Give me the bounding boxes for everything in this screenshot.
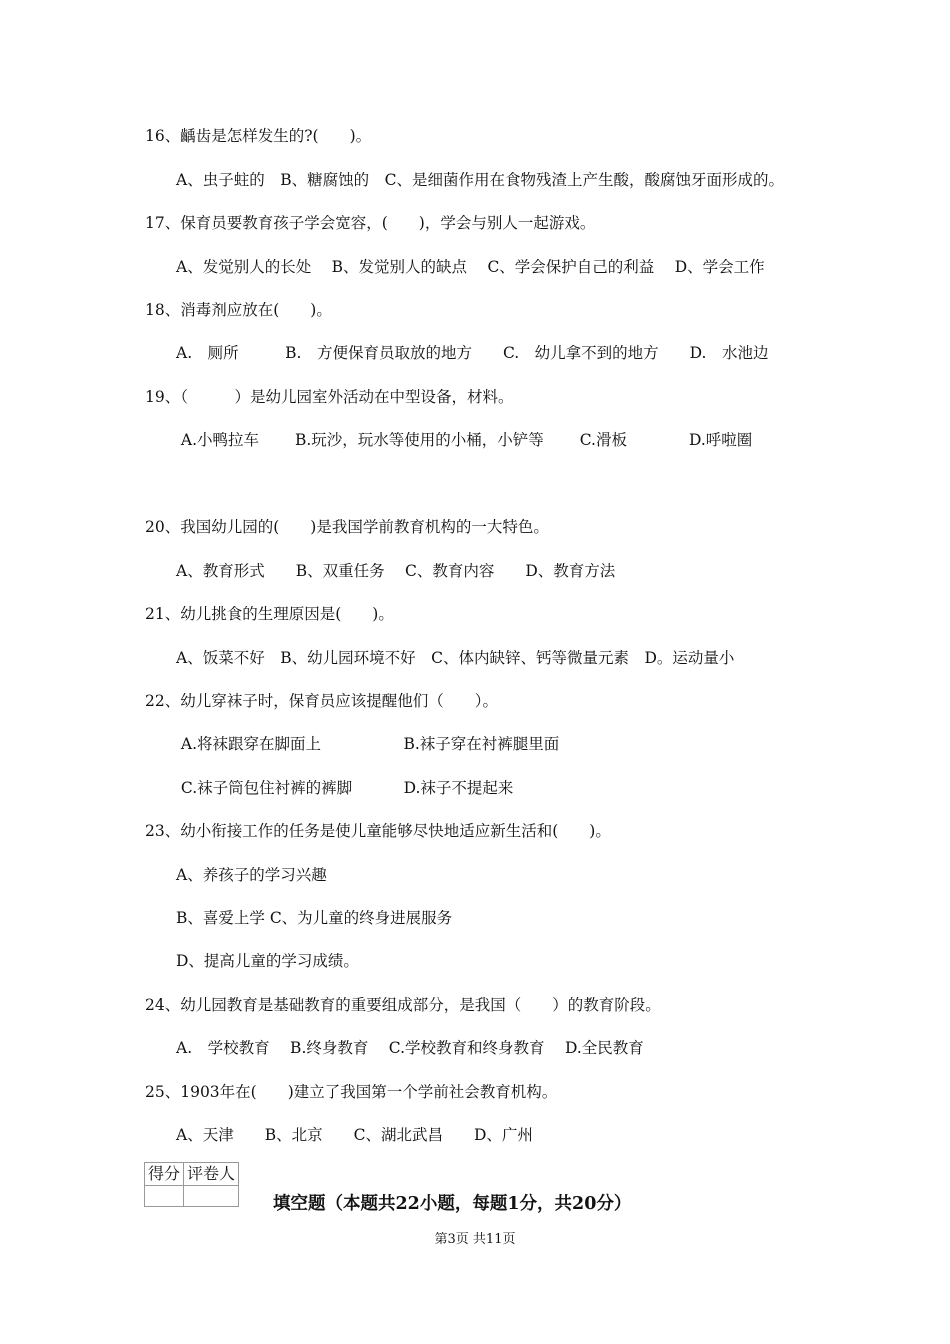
question-text: 23、幼小衔接工作的任务是使儿童能够尽快地适应新生活和( )。	[145, 822, 611, 840]
grader-label: 评卷人	[184, 1163, 239, 1186]
question-options: A、天津 B、北京 C、湖北武昌 D、广州	[176, 1126, 533, 1144]
question-options: A、虫子蛀的 B、糖腐蚀的 C、是细菌作用在食物残渣上产生酸，酸腐蚀牙面形成的。	[176, 171, 784, 189]
question-options: A、养孩子的学习兴趣	[176, 866, 327, 884]
question-options: C.袜子筒包住衬裤的裤脚 D.袜子不提起来	[176, 779, 514, 797]
question-text: 21、幼儿挑食的生理原因是( )。	[145, 605, 394, 623]
question-options: A. 厕所 B. 方便保育员取放的地方 C. 幼儿拿不到的地方 D. 水池边	[176, 344, 769, 362]
grader-cell[interactable]	[184, 1186, 239, 1207]
question-options: A、教育形式 B、双重任务 C、教育内容 D、教育方法	[176, 562, 616, 580]
question-text: 17、保育员要教育孩子学会宽容，( )，学会与别人一起游戏。	[145, 214, 596, 232]
score-label: 得分	[145, 1163, 184, 1186]
question-options: A. 学校教育 B.终身教育 C.学校教育和终身教育 D.全民教育	[176, 1039, 644, 1057]
question-options: D、提高儿童的学习成绩。	[176, 952, 359, 970]
question-options: A.小鸭拉车 B.玩沙，玩水等使用的小桶，小铲等 C.滑板 D.呼啦圈	[176, 431, 753, 449]
section-title: 填空题（本题共22小题，每题1分，共20分）	[273, 1194, 632, 1214]
question-text: 20、我国幼儿园的( )是我国学前教育机构的一大特色。	[145, 518, 549, 536]
question-text: 16、齲齿是怎样发生的?( )。	[145, 127, 372, 145]
question-options: B、喜爱上学 C、为儿童的终身进展服务	[176, 909, 453, 927]
score-box	[144, 1162, 239, 1207]
page-footer: 第3页 共11页	[434, 1232, 516, 1247]
question-text: 25、1903年在( )建立了我国第一个学前社会教育机构。	[145, 1083, 558, 1101]
question-options: A、饭菜不好 B、幼儿园环境不好 C、体内缺锌、钙等微量元素 D。运动量小	[176, 649, 735, 667]
question-options: A、发觉别人的长处 B、发觉别人的缺点 C、学会保护自己的利益 D、学会工作	[176, 258, 765, 276]
score-cell[interactable]	[145, 1186, 184, 1207]
question-text: 22、幼儿穿袜子时，保育员应该提醒他们（ ）。	[145, 692, 498, 710]
question-text: 19、（ ）是幼儿园室外活动在中型设备，材料。	[145, 388, 514, 406]
question-text: 18、消毒剂应放在( )。	[145, 301, 332, 319]
question-options: A.将袜跟穿在脚面上 B.袜子穿在衬裤腿里面	[176, 735, 560, 753]
question-text: 24、幼儿园教育是基础教育的重要组成部分，是我国（ ）的教育阶段。	[145, 996, 661, 1014]
